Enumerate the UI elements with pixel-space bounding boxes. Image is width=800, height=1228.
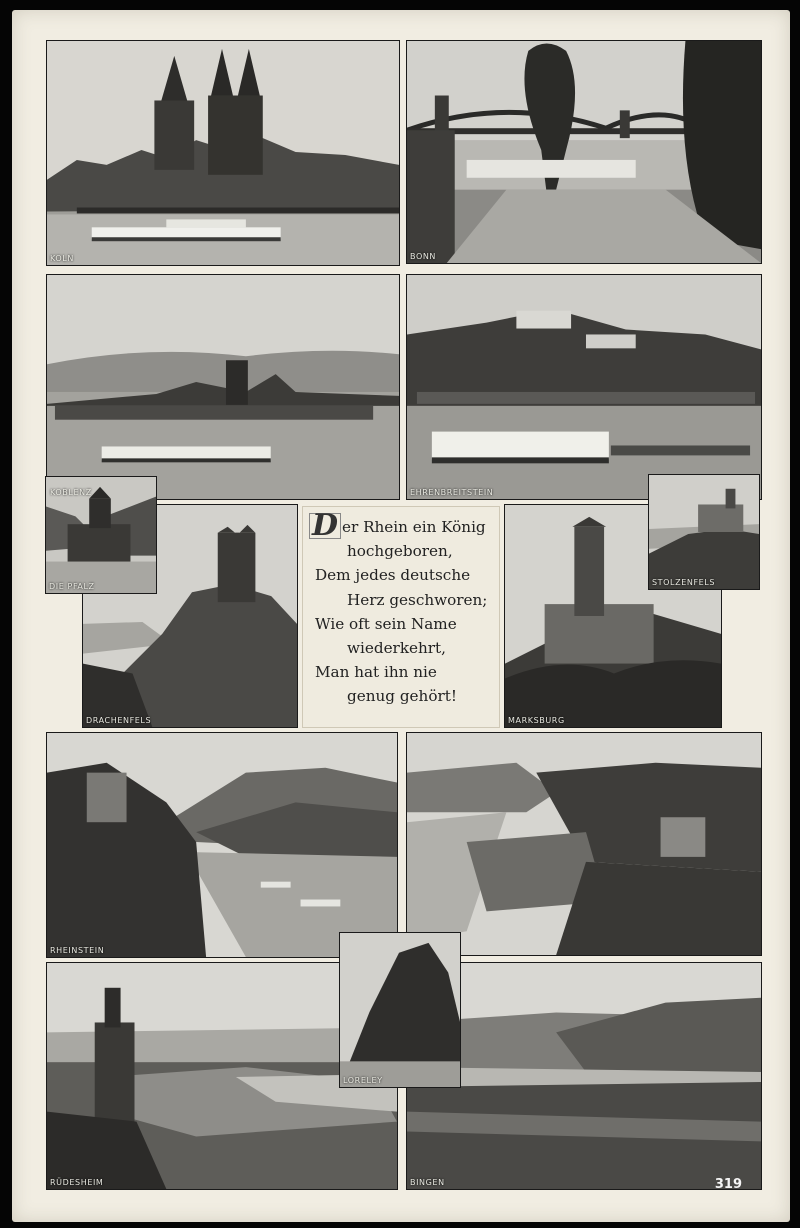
- poem-initial: D: [309, 513, 341, 539]
- photo-label: EHRENBREITSTEIN: [410, 488, 494, 497]
- poem-line: wiederkehrt,: [347, 639, 446, 658]
- photo-label: KOBLENZ: [50, 488, 92, 497]
- photo-stolzenfels: [648, 474, 760, 590]
- photo-label: KOLN: [50, 254, 74, 263]
- photo-label: STOLZENFELS: [652, 578, 716, 587]
- poem-line: Herz geschworen;: [347, 590, 488, 609]
- poem-line: genug gehört!: [347, 687, 457, 706]
- poem-line: Dem jedes deutsche: [315, 566, 471, 585]
- photo-bonn: [406, 40, 762, 264]
- photo-label: BINGEN: [410, 1178, 445, 1187]
- photo-loreley: [339, 932, 461, 1088]
- poem-line: hochgeboren,: [347, 542, 453, 561]
- photo-label: BONN: [410, 252, 437, 261]
- photo-label: LORELEY: [343, 1076, 383, 1085]
- poem-line: Wie oft sein Name: [315, 614, 457, 633]
- card-number: 319: [714, 1177, 742, 1192]
- photo-rheinstein: [46, 732, 398, 958]
- photo-koblenz: [46, 274, 400, 500]
- photo-koln: [46, 40, 400, 266]
- photo-label: DRACHENFELS: [86, 716, 152, 725]
- photo-ehrenbreitstein: [406, 274, 762, 500]
- photo-label: DIE PFALZ: [49, 582, 95, 591]
- poem-line: Man hat ihn nie: [315, 663, 437, 682]
- photo-label: MARKSBURG: [508, 716, 565, 725]
- photo-label: RHEINSTEIN: [50, 946, 105, 955]
- poem-line: D er Rhein ein König: [309, 513, 493, 539]
- photo-st-goar: [406, 732, 762, 956]
- poem-box: [302, 506, 500, 728]
- photo-label: RÜDESHEIM: [50, 1178, 104, 1187]
